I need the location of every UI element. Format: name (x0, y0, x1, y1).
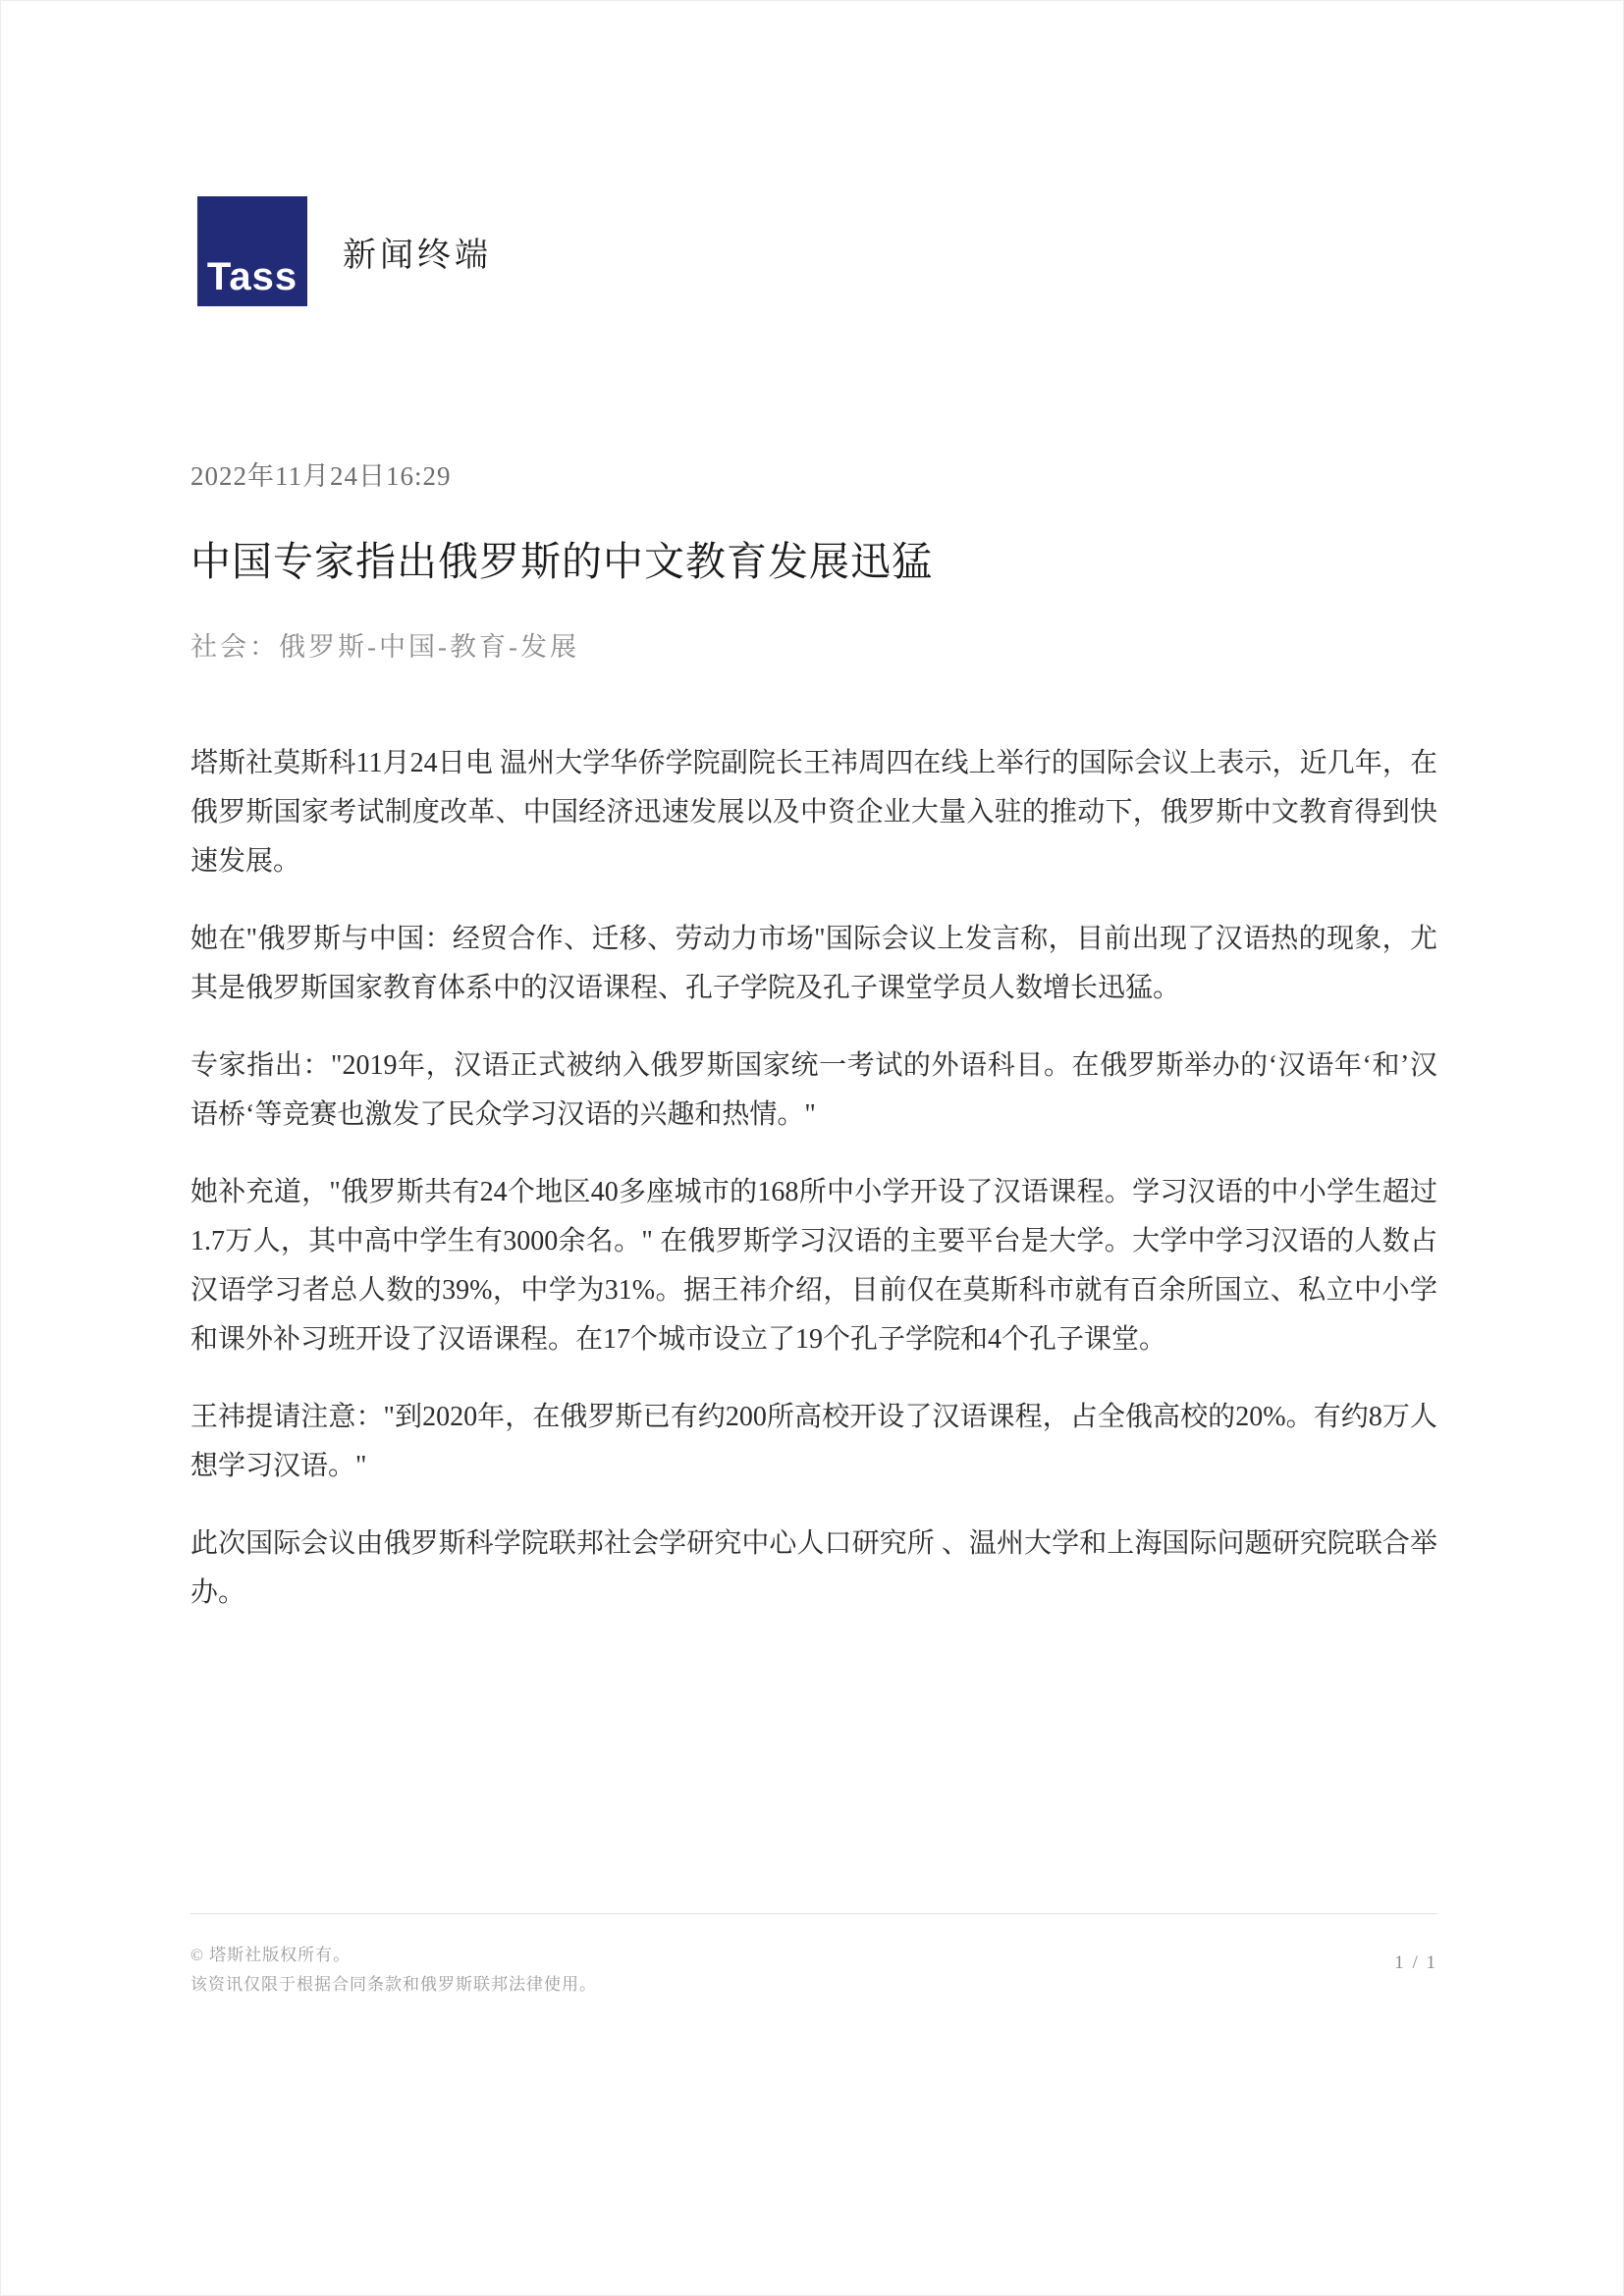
footer-copyright: © 塔斯社版权所有。 (190, 1946, 352, 1964)
footer-legal (190, 1941, 597, 2000)
footer (190, 1941, 1437, 2000)
paragraph: 她补充道，"俄罗斯共有24个地区40多座城市的168所中小学开设了汉语课程。学习汉语的中小学生超过1.7万人，其中高中学生有3000余名。" 在俄罗斯学习汉语的主要平台是大学。大学中学习汉语的人数占汉语学习者总人数的39%，中学为31%。据王祎介绍，目前仅在莫斯科市就有百余所国立、私立中小学和课外补习班开设了汉语课程。在17个城市设立了19个孔子学院和4个孔子课堂。 (190, 1177, 1437, 1355)
paragraph: 她在"俄罗斯与中国：经贸合作、迁移、劳动力市场"国际会议上发言称，目前出现了汉语热的现象，尤其是俄罗斯国家教育体系中的汉语课程、孔子学院及孔子课堂学员人数增长迅猛。 (190, 924, 1437, 1003)
paragraph: 专家指出："2019年，汉语正式被纳入俄罗斯国家统一考试的外语科目。在俄罗斯举办的‘汉语年‘和’汉语桥‘等竞赛也激发了民众学习汉语的兴趣和热情。" (190, 1050, 1437, 1130)
paragraph: 此次国际会议由俄罗斯科学院联邦社会学研究中心人口研究所 、温州大学和上海国际问题研究院联合举办。 (190, 1528, 1437, 1608)
tass-logo (197, 196, 307, 306)
article-body (190, 739, 1437, 1646)
paragraph: 塔斯社莫斯科11月24日电 温州大学华侨学院副院长王祎周四在线上举行的国际会议上表示，近几年，在俄罗斯国家考试制度改革、中国经济迅速发展以及中资企业大量入驻的推动下，俄罗斯中文教育得到快速发展。 (190, 748, 1437, 877)
article-title: 中国专家指出俄罗斯的中文教育发展迅猛 (190, 539, 933, 584)
paragraph: 王祎提请注意："到2020年，在俄罗斯已有约200所高校开设了汉语课程，占全俄高校的20%。有约8万人想学习汉语。" (190, 1402, 1437, 1481)
tass-logo-text: Tass (206, 255, 298, 298)
article-date: 2022年11月24日16:29 (190, 461, 452, 491)
page-number: 1 / 1 (1394, 1952, 1437, 1973)
brand-title: 新闻终端 (343, 237, 492, 274)
footer-terms: 该资讯仅限于根据合同条款和俄罗斯联邦法律使用。 (190, 1975, 597, 1994)
footer-divider (190, 1913, 1437, 1914)
article-tags: 社会：俄罗斯-中国-教育-发展 (190, 632, 579, 662)
header (197, 196, 492, 306)
